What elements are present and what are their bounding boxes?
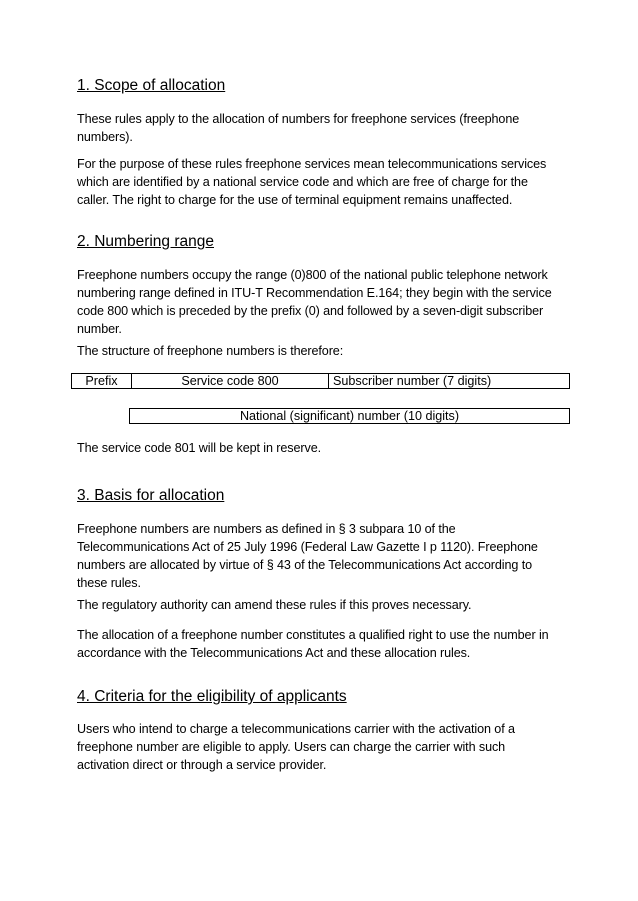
text-line: numbers). <box>77 130 133 144</box>
text-line: The structure of freephone numbers is therefore: <box>77 344 344 358</box>
national-number-cell: National (significant) number (10 digits) <box>129 408 570 424</box>
subscriber-number-cell: Subscriber number (7 digits) <box>328 373 570 389</box>
text-line: code 800 which is preceded by the prefix (0) and followed by a seven-digit subscriber <box>77 304 544 318</box>
paragraph-numbering-1 <box>77 266 567 338</box>
paragraph-numbering-2 <box>77 342 567 360</box>
text-line: accordance with the Telecommunications Act and these allocation rules. <box>77 646 471 660</box>
text-line: Freephone numbers occupy the range (0)800 of the national public telephone network <box>77 268 548 282</box>
prefix-cell: Prefix <box>71 373 131 389</box>
text-line: For the purpose of these rules freephone services mean telecommunications services <box>77 157 547 171</box>
text-line: caller. The right to charge for the use of terminal equipment remains unaffected. <box>77 193 513 207</box>
service-code-cell: Service code 800 <box>131 373 328 389</box>
text-line: These rules apply to the allocation of numbers for freephone services (freephone <box>77 112 520 126</box>
paragraph-reserve <box>77 439 567 457</box>
text-line: The regulatory authority can amend these rules if this proves necessary. <box>77 598 472 612</box>
text-line: Freephone numbers are numbers as defined in § 3 subpara 10 of the <box>77 522 456 536</box>
heading-basis-allocation: 3. Basis for allocation <box>77 487 225 504</box>
text-line: which are identified by a national service code and which are free of charge for the <box>77 175 528 189</box>
paragraph-basis-2 <box>77 596 567 614</box>
text-line: freephone number are eligible to apply. Users can charge the carrier with such <box>77 740 506 754</box>
text-line: Users who intend to charge a telecommunications carrier with the activation of a <box>77 722 515 736</box>
text-line: numbering range defined in ITU-T Recommendation E.164; they begin with the service <box>77 286 552 300</box>
text-line: number. <box>77 322 122 336</box>
text-line: activation direct or through a service provider. <box>77 758 327 772</box>
heading-eligibility-criteria: 4. Criteria for the eligibility of applicants <box>77 688 347 705</box>
text-line: Telecommunications Act of 25 July 1996 (Federal Law Gazette I p 1120). Freephone <box>77 540 538 554</box>
text-line: The allocation of a freephone number constitutes a qualified right to use the number in <box>77 628 549 642</box>
heading-numbering-range: 2. Numbering range <box>77 233 214 250</box>
national-number-row <box>129 408 570 424</box>
text-line: The service code 801 will be kept in reserve. <box>77 441 321 455</box>
paragraph-basis-1 <box>77 520 567 592</box>
number-structure-row <box>71 373 570 389</box>
paragraph-basis-3 <box>77 626 567 662</box>
paragraph-eligibility <box>77 720 567 774</box>
paragraph-scope-2 <box>77 155 567 209</box>
heading-scope: 1. Scope of allocation <box>77 77 226 94</box>
paragraph-scope-1 <box>77 110 567 146</box>
text-line: numbers are allocated by virtue of § 43 of the Telecommunications Act according to <box>77 558 532 572</box>
text-line: these rules. <box>77 576 141 590</box>
